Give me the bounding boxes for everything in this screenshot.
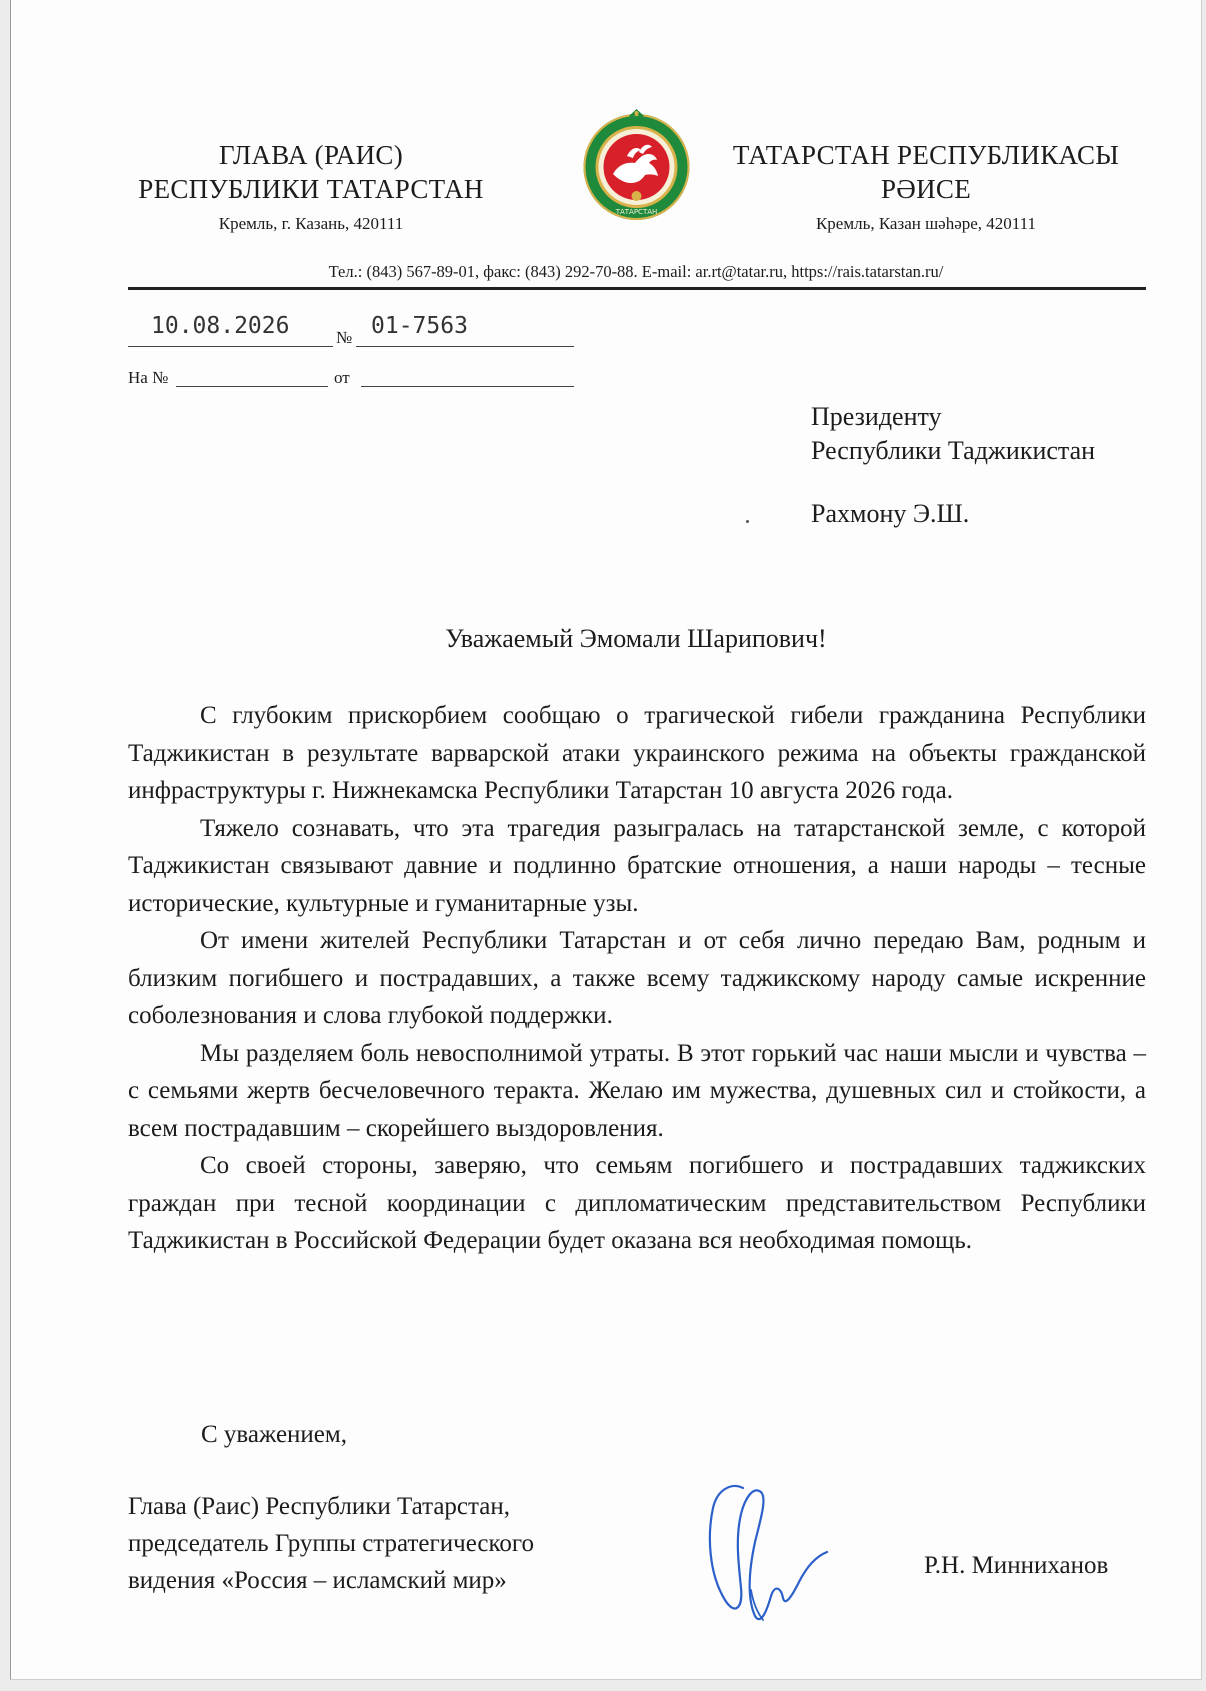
paragraph: От имени жителей Республики Татарстан и от себя лично передаю Вам, родным и близким погибшего и пострадавших, а также всему таджикскому народу самые искренние соболезнования и слова глубокой поддержки. <box>128 927 1146 1029</box>
registration-date: 10.08.2026 <box>151 313 290 339</box>
signatory-line-2: председатель Группы стратегического <box>128 1530 535 1557</box>
signatory-line-1: Глава (Раис) Республики Татарстан, <box>128 1493 510 1520</box>
registration-number-sign: № <box>336 328 353 347</box>
header-right-address: Кремль, Казан шәһәре, 420111 <box>815 214 1037 233</box>
addressee-line-1: Президенту <box>811 402 942 431</box>
signatory-name: Р.Н. Минниханов <box>924 1552 1109 1579</box>
registration-number: 01-7563 <box>371 313 468 339</box>
handwritten-signature <box>691 1470 831 1630</box>
paragraph: Со своей стороны, заверяю, что семьям погибшего и пострадавших таджикских граждан при тесной координации с дипломатическим представительством Республики Таджикистан в Российской Федерации будет оказана вся необходимая помощь. <box>128 1152 1146 1254</box>
header-divider <box>128 287 1146 290</box>
scan-dot <box>746 520 749 523</box>
reference-date-line <box>361 386 574 387</box>
tatarstan-emblem-icon <box>579 108 694 223</box>
paragraph: Тяжело сознавать, что эта трагедия разыгралась на татарстанской земле, с которой Таджикистан связывают давние и подлинно братские отношения, а наши народы – тесные исторические, культурные и гуманитарные узы. <box>128 814 1146 917</box>
letter-body <box>128 697 1146 1260</box>
addressee-line-2: Республики Таджикистан <box>811 436 1096 465</box>
letter-sheet <box>10 0 1202 1680</box>
header-left-title-1: ГЛАВА (РАИС) <box>218 140 404 170</box>
addressee <box>811 400 1095 468</box>
closing: С уважением, <box>201 1421 347 1448</box>
registration-date-line <box>128 346 333 347</box>
header-left-title-2: РЕСПУБЛИКИ ТАТАРСТАН <box>138 174 484 204</box>
paragraph: Мы разделяем боль невосполнимой утраты. В этот горький час наши мысли и чувства – с семьями жертв бесчеловечного теракта. Желаю им мужества, душевных сил и стойкости, а всем пострадавшим – скорейшего выздоровления. <box>128 1039 1146 1142</box>
registration-number-line <box>356 346 574 347</box>
signatory-title <box>128 1488 534 1599</box>
contacts-line: Тел.: (843) 567-89-01, факс: (843) 292-70-88. E-mail: ar.rt@tatar.ru, https://rais.tatarstan.ru/ <box>328 262 944 281</box>
reference-from-label: от <box>334 368 350 387</box>
header-right <box>701 138 1151 236</box>
paragraph: С глубоким прискорбием сообщаю о трагической гибели гражданина Республики Таджикистан в результате варварской атаки украинского режима на объекты гражданской инфраструктуры г. Нижнекамска Республики Татарстан 10 августа 2026 года. <box>128 702 1146 804</box>
header-right-title-2: РӘИСЕ <box>880 174 971 204</box>
addressee-name: Рахмону Э.Ш. <box>811 499 970 528</box>
reference-number-line <box>176 386 328 387</box>
salutation: Уважаемый Эмомали Шарипович! <box>445 624 827 653</box>
reference-label: На № <box>128 368 169 387</box>
header-right-title-1: ТАТАРСТАН РЕСПУБЛИКАСЫ <box>732 140 1120 170</box>
emblem-caption: ТАТАРСТАН <box>615 208 658 216</box>
header-left-address: Кремль, г. Казань, 420111 <box>218 214 404 233</box>
signatory-line-3: видения «Россия – исламский мир» <box>128 1567 507 1594</box>
header-left <box>121 138 501 236</box>
